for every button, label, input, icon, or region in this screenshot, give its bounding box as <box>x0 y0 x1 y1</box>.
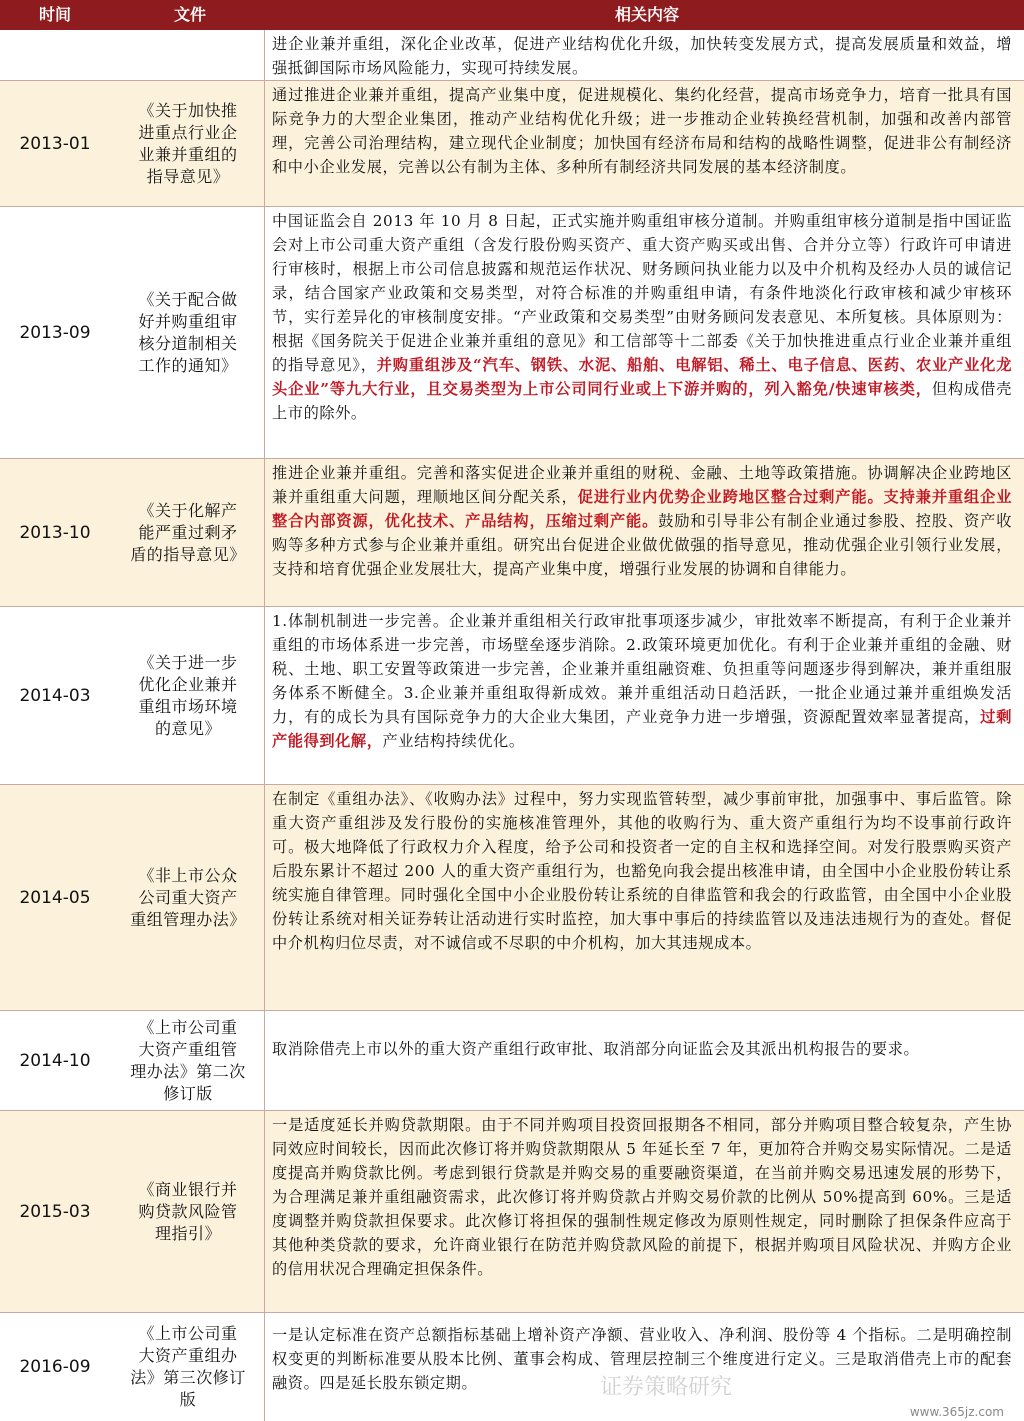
row-content: 中国证监会自 2013 年 10 月 8 日起，正式实施并购重组审核分道制。并购重组审核分道制是指中国证监会对上市公司重大资产重组（含发行股份购买资产、重大资产购买或出售、合并分立等）行政许可申请进行审核时，根据上市公司信息披露和规范运作状况、财务顾问执业能力以及中介机构及经办人员的诚信记录，结合国家产业政策和交易类型，对符合标准的并购重组申请，有条件地淡化行政审核和减少审核环节，实行差异化的审核制度安排。“产业政策和交易类型”由财务顾问发表意见、本所复核。具体原则为：根据《国务院关于促进企业兼并重组的意见》和工信部等十二部委《关于加快推进重点行业企业兼并重组的指导意见》，并购重组涉及“汽车、钢铁、水泥、船舶、电解铝、稀土、电子信息、医药、农业产业化龙头企业”等九大行业，且交易类型为上市公司同行业或上下游并购的，列入豁免/快速审核类，但构成借壳上市的除外。 <box>272 212 1013 422</box>
row-content: 推进企业兼并重组。完善和落实促进企业兼并重组的财税、金融、土地等政策措施。协调解决企业跨地区兼并重组重大问题，理顺地区间分配关系，促进行业内优势企业跨地区整合过剩产能。支持兼并重组企业整合内部资源，优化技术、产品结构，压缩过剩产能。鼓励和引导非公有制企业通过参股、控股、资产收购等多种方式参与企业兼并重组。研究出台促进企业做优做强的指导意见，推动优强企业引领行业发展，支持和培育优强企业发展壮大，提高产业集中度，增强行业发展的协调和自律能力。 <box>272 464 1012 578</box>
row-time: 2014-03 <box>19 685 91 706</box>
watermark-overlay: 证券策略研究 <box>600 1375 733 1400</box>
row-document: 《商业银行并 购贷款风险管 理指引》 <box>138 1179 238 1243</box>
highlight-text: 促进行业内优势企业跨地区整合过剩产能。支持兼并重组企业整合内部资源，优化技术、产品结构，压缩过剩产能。 <box>272 488 1012 530</box>
row-content: 进企业兼并重组，深化企业改革，促进产业结构优化升级，加快转变发展方式，提高发展质量和效益，增强抵御国际市场风险能力，实现可持续发展。 <box>272 35 1012 77</box>
highlight-text: 过剩产能得到化解， <box>272 708 1012 750</box>
row-time: 2014-05 <box>19 887 91 908</box>
row-document: 《关于配合做 好并购重组审 核分道制相关 工作的通知》 <box>138 289 238 375</box>
row-document: 《关于加快推 进重点行业企 业兼并重组的 指导意见》 <box>138 100 238 186</box>
table-row <box>0 1312 1024 1421</box>
highlight-text: 并购重组涉及“汽车、钢铁、水泥、船舶、电解铝、稀土、电子信息、医药、农业产业化龙头企业”等九大行业，且交易类型为上市公司同行业或上下游并购的，列入豁免/快速审核类， <box>272 356 1012 398</box>
table-row <box>0 458 1024 606</box>
header-time: 时间 <box>38 5 71 24</box>
column-divider <box>264 30 265 1421</box>
row-content: 1.体制机制进一步完善。企业兼并重组相关行政审批事项逐步减少，审批效率不断提高，有利于企业兼并重组的市场体系进一步完善，市场壁垒逐步消除。2.政策环境更加优化。有利于企业兼并重组的金融、财税、土地、职工安置等政策进一步完善，企业兼并重组融资难、负担重等问题逐步得到解决，兼并重组服务体系不断健全。3.企业兼并重组取得新成效。兼并重组活动日趋活跃，一批企业通过兼并重组焕发活力，有的成长为具有国际竞争力的大企业大集团，产业竞争力进一步增强，资源配置效率显著提高，过剩产能得到化解，产业结构持续优化。 <box>272 612 1012 750</box>
row-document: 《关于进一步 优化企业兼并 重组市场环境 的意见》 <box>138 652 238 738</box>
table-row <box>0 30 1024 80</box>
table-row <box>0 206 1024 458</box>
row-content: 在制定《重组办法》、《收购办法》过程中，努力实现监管转型，减少事前审批，加强事中、事后监管。除重大资产重组涉及发行股份的实施核准管理外，其他的收购行为、重大资产重组行为均不设事前行政许可。极大地降低了行政权力介入程度，给予公司和投资者一定的自主权和选择空间。对发行股票购买资产后股东累计不超过 200 人的重大资产重组行为，也豁免向我会提出核准申请，由全国中小企业股份转让系统实施自律管理。同时强化全国中小企业股份转让系统的自律监管和我会的行政监管，由全国中小企业股份转让系统对相关证券转让活动进行实时监控，加大事中事后的持续监管以及违法违规行为的查处。督促中介机构归位尽责，对不诚信或不尽职的中介机构，加大其违规成本。 <box>272 790 1012 952</box>
header-document: 文件 <box>173 5 206 24</box>
row-time: 2016-09 <box>19 1357 91 1377</box>
header-content: 相关内容 <box>614 5 679 24</box>
row-document: 《非上市公众 公司重大资产 重组管理办法》 <box>130 865 246 929</box>
row-document: 《关于化解产 能严重过剩矛 盾的指导意见》 <box>130 500 246 564</box>
table-header <box>0 0 1024 30</box>
row-time: 2013-01 <box>19 133 91 154</box>
row-content: 一是适度延长并购贷款期限。由于不同并购项目投资回报期各不相同，部分并购项目整合较复杂，产生协同效应时间较长，因而此次修订将并购贷款期限从 5 年延长至 7 年，更加符合并购交易实际情况。二是适度提高并购贷款比例。考虑到银行贷款是并购交易的重要融资渠道，在当前并购交易迅速发展的形势下，为合理满足兼并重组融资需求，此次修订将并购贷款占并购交易价款的比例从 50%提高到 60%。三是适度调整并购贷款担保要求。此次修订将担保的强制性规定修改为原则性规定，同时删除了担保条件应高于其他种类贷款的要求，允许商业银行在防范并购贷款风险的前提下，根据并购项目风险状况、并购方企业的信用状况合理确定担保条件。 <box>272 1116 1012 1278</box>
row-content: 一是认定标准在资产总额指标基础上增补资产净额、营业收入、净利润、股份等 4 个指标。二是明确控制权变更的判断标准要从股本比例、董事会构成、管理层控制三个维度进行定义。三是取消借壳上市的配套融资。四是延长股东锁定期。 <box>272 1326 1012 1392</box>
row-content: 通过推进企业兼并重组，提高产业集中度，促进规模化、集约化经营，提高市场竞争力，培育一批具有国际竞争力的大型企业集团，推动产业结构优化升级；进一步推动企业转换经营机制，加强和改善内部管理，完善公司治理结构，建立现代企业制度；加快国有经济布局和结构的战略性调整，促进非公有制经济和中小企业发展，完善以公有制为主体、多种所有制经济共同发展的基本经济制度。 <box>272 86 1012 176</box>
table-row <box>0 80 1024 206</box>
table-row <box>0 784 1024 1010</box>
row-content: 取消除借壳上市以外的重大资产重组行政审批、取消部分向证监会及其派出机构报告的要求。 <box>272 1040 920 1058</box>
row-document: 《上市公司重 大资产重组办 法》第三次修订 版 <box>130 1324 246 1409</box>
table-row <box>0 606 1024 784</box>
row-document: 《上市公司重 大资产重组管 理办法》第二次 修订版 <box>130 1017 246 1103</box>
watermark-site: www.365jz.com <box>909 1405 1004 1419</box>
row-time: 2013-10 <box>19 522 91 543</box>
row-time: 2015-03 <box>19 1201 91 1222</box>
row-time: 2014-10 <box>19 1050 91 1071</box>
table-row <box>0 1110 1024 1312</box>
table-row <box>0 1010 1024 1110</box>
row-time: 2013-09 <box>19 322 91 343</box>
